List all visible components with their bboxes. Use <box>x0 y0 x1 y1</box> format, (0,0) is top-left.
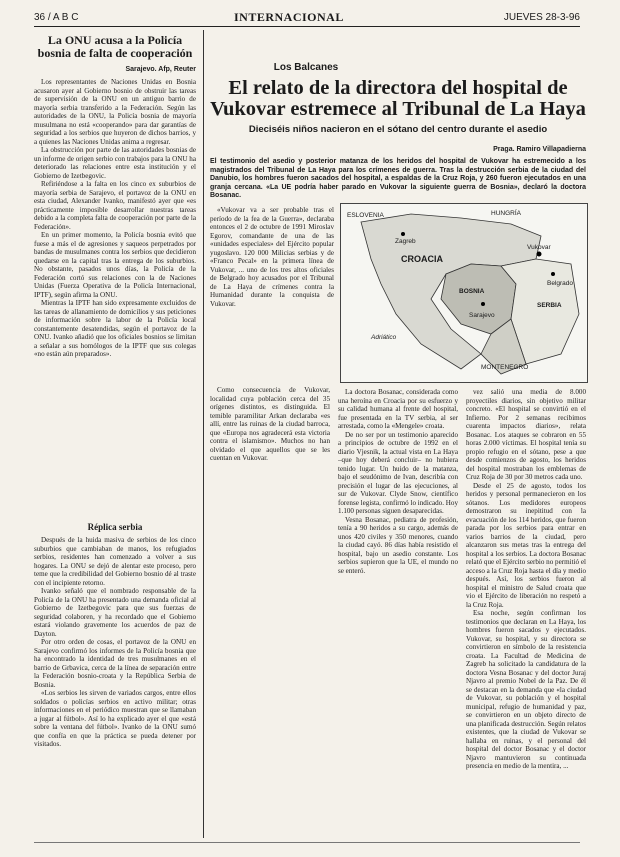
left-para: La obstrucción por parte de las autoridades bosnias de un informe de origen serbio con trabajos para la ONU ha deteriorado las relaciones entre esta institución y el Gobierno de Izetbegovic. <box>34 146 196 180</box>
main-para: Esa noche, según confirman los testimonios que declaran en La Haya, los hombres fueron sacados y ejecutados. Vukovar, su hospital, y su directora se convirtieron en símbolo de la resistencia croata. La Facultad de Medicina de Zagreb ha solicitado la candidatura de la doctora Vesna Bosanac y del doctor Juraj Njavro al premio Nobel de la Paz. De él se destacan en la demanda que «la ciudad de Vukovar, su población y el hospital municipal, refugio de humanidad y paz, se convirtieron en un objeto directo de una planificada destrucción. Según relatos existentes, que la ciudad de Vukovar se hallaba en ruinas, y el personal del hospital del doctor Bosanac y el doctor Njavro mantuvieron su continuada presencia en medio de la mentira, ... <box>466 609 586 770</box>
left-para: Refiriéndose a la falta en los cinco ex suburbios de mayoría serbia de Sarajevo, el portavoz de la ONU en esta ciudad, Alexander Ivanko, manifestó ayer que «es prácticamente imposible desarrollar nuestras tareas debido a la completa falta de cooperación por parte de la Federación». <box>34 180 196 231</box>
main-byline: Praga. Ramiro Villapadierna <box>493 146 586 153</box>
main-para: Como consecuencia de Vukovar, localidad cuya población cerca del 35 orígenes distintos, es distinguida. El temible paramilitar Arkan declaraba «es allí, entre las ruinas de la ciudad barroca, que «Europa nos agradecerá esta victoria contra el islamismo». Muchos no han olvidado el que aquellos que se les cuentan en Vukovar. <box>210 386 330 462</box>
map-label: CROACIA <box>401 254 443 264</box>
page-footer <box>34 842 580 843</box>
main-col-1b <box>210 386 330 836</box>
left-body-2 <box>34 536 196 836</box>
page-header <box>34 10 580 27</box>
main-col-3 <box>466 388 586 836</box>
left-para: Los representantes de Naciones Unidas en Bosnia acusaron ayer al Gobierno bosnio de obstruir las tareas de supervisión de la ONU en un antiguo barrio de mayoría serbia transferido a la Federación. Según las autoridades de la ONU, la Policía bosnia de mayoría musulmana no está «cooperando» para dar garantías de seguridad a los serbios que huyeron de dichos barrios, y a quienes las Naciones Unidas anima a regresar. <box>34 78 196 146</box>
left-para: Después de la huida masiva de serbios de los cinco suburbios que cambiaban de manos, los refugiados serbios, residentes han comenzado a volver a sus hogares. La ONU se dejó de alentar este proceso, pero teme que la credibilidad del Gobierno bosnio dé al traste con el incipiente retorno. <box>34 536 196 587</box>
main-col-1 <box>210 206 334 386</box>
left-para: En un primer momento, la Policía bosnia evitó que fuese a más el de agresiones y saqueos perpetrados por bandas de musulmanes contra los serbios que decidieron quedarse en la capital tras la entrega de los suburbios. No obstante, pasados unos días, la Policía de la Federación cortó sus relaciones con la de Naciones Unidas (Fuerza Operativa de la Policía Internacional, IPTF), según afirma la ONU. <box>34 231 196 299</box>
column-rule <box>203 30 204 838</box>
main-para: Desde el 25 de agosto, todos los heridos y personal permanecieron en los sótanos. Los medidores europeos demostraron su inepititud con la evacuación de los 114 heridos, que fueron parada por los serbios para entrar en varios barrios de la ciudad, pero alcanzaron sus metas tras la entrega del hospital a los serbios. La doctora Bosanac relató que el Ejército serbio no permitió el acceso a la Cruz Roja hasta el día y medio después. Así, los serbios fueron al hospital el ministro de Salud croata que vio el Ejército de liberación no respetó a la Cruz Roja. <box>466 481 586 609</box>
main-para: De no ser por un testimonio aparecido a principios de octubre de 1992 en el diario Vjesnik, la actual vista en La Haya –que hoy deberá concluir– no hubiera tenido lugar. Un huido de la matanza, bajo el seudónimo de Ivan, describía con precisión el lugar de las ejecuciones, al sur de Vukovar. Clyde Snow, científico forense legista, confirmó lo indicado. Hoy 1.100 personas siguen desaparecidas. <box>338 430 458 515</box>
main-headline: El relato de la directora del hospital de Vukovar estremece al Tribunal de La Haya <box>210 77 586 120</box>
main-lede: El testimonio del asedio y posterior matanza de los heridos del hospital de Vukovar ha estremecido a los magistrados del Tribunal de La Haya para los crímenes de guerra. Tras la destrucción serbia de la ciudad del Danubio, los hombres fueron sacados del hospital, a espaldas de la Cruz Roja, y 260 fueron ejecutados en una granja cercana. «La UE podría haber parado en Vukovar la siguiente guerra de Bosnia», declaró la doctora Bosanac. <box>210 158 586 200</box>
left-byline: Sarajevo. Afp, Reuter <box>125 66 196 73</box>
left-headline: La ONU acusa a la Policía bosnia de falta de cooperación <box>37 33 193 60</box>
left-para: Ivanko señaló que el nombrado responsable de la Policía de la ONU ha presentado una demanda oficial al Gobierno de Izetbegovic para que sus fuerzas de seguridad colaboren, y ha recordado que el Gobierno estará violando gravemente los acuerdos de paz de Dayton. <box>34 587 196 638</box>
left-para: Mientras la IPTF han sido expresamente excluidos de las tareas de allanamiento de domicilios y sus peticiones de información sobre la labor de la Policía local constantemente desatendidas, según el portavoz de la ONU. Ivanko añadió que los oficiales bosnios se limitan a señalar a sus homólogos de la IPTF que sus colegas «no están aún preparados». <box>34 299 196 358</box>
kicker: Los Balcanes <box>273 62 339 73</box>
map-label: Vukovar <box>527 244 551 251</box>
map-label: SERBIA <box>537 302 562 309</box>
map-label: BOSNIA <box>459 288 485 295</box>
map-label: Belgrado <box>547 280 574 287</box>
map-label: MONTENEGRO <box>481 364 529 371</box>
main-deck: Dieciséis niños nacieron en el sótano del centro durante el asedio <box>248 124 548 135</box>
main-para: La doctora Bosanac, considerada como una heroína en Croacia por su esfuerzo y su calidad humana al frente del hospital, fue presentada en la TV serbia, al ser arrestada, como la «Mengele» croata. <box>338 388 458 430</box>
page-date: JUEVES 28-3-96 <box>503 12 580 23</box>
section-title: INTERNACIONAL <box>234 10 344 24</box>
main-para: vez salió una media de 8.000 proyectiles diarios, sin objetivo militar concreto. «El hospital se convirtió en el Infierno. Por 2 semanas recibimos cuarenta impactos diarios», relata Bosanac. Los ataques se cobraron en 55 horas 2.000 víctimas. El hospital tenía su propio refugio en el sótano, pese a que desde comienzos de agosto, los heridos del hospital mostraban los emblemas de Cruz Roja de 30 por 30 metros cada uno. <box>466 388 586 481</box>
map-label: Zagreb <box>395 238 416 245</box>
left-para: «Los serbios les sirven de variados cargos, entre ellos soldados o policías serbios en activo militar; otras informaciones en el periódico muestran que se llamaban a jugar al fútbol». Así lo ha explicado ayer el que «está sobre la ventana del fútbol». Ivanko de la ONU sumó que confía en que la práctica se pueda detener por visitados. <box>34 689 196 748</box>
map-label: ESLOVENIA <box>347 212 384 219</box>
left-para: Por otro orden de cosas, el portavoz de la ONU en Sarajevo confirmó los informes de la Policía bosnia que ha encontrado la identidad de tres musulmanes en el barrio de Grbavica, cerca de la línea de separación entre la Federación bosnio-croata y la República Serbia de Bosnia. <box>34 638 196 689</box>
left-subhead: Réplica serbia <box>87 522 143 532</box>
main-para: Vesna Bosanac, pediatra de profesión, tenía a 90 heridos a su cargo, además de unos 420 civiles y 350 menores, cuando la ciudad cayó. 86 días había resistido el hospital, bajo un asedio constante. Los serbios supieron que la UE, el mundo no se enteró. <box>338 515 458 575</box>
page-number: 36 / A B C <box>34 12 79 23</box>
main-para: «Vukovar va a ser probable tras el período de la fea de la Guerra», declaraba entonces el 2 de octubre de 1991 Miroslav Egorov, comandante de una de las «unidades especiales» del Ejército popular yugoslavo. 120 000 Milicias serbias y de «Franco Pecal» en la primera línea de Vukovar, ... uno de los tres altos oficiales de Belgrado hoy acusados por el Tribunal de La Haya de crímenes contra la Humanidad durante la conquista de Vukovar. <box>210 206 334 308</box>
balkans-map <box>340 203 588 383</box>
main-col-2 <box>338 388 458 836</box>
map-label: Sarajevo <box>469 312 495 319</box>
left-body <box>34 78 196 518</box>
map-label: Adriático <box>371 334 397 341</box>
map-label: HUNGRÍA <box>491 210 521 217</box>
